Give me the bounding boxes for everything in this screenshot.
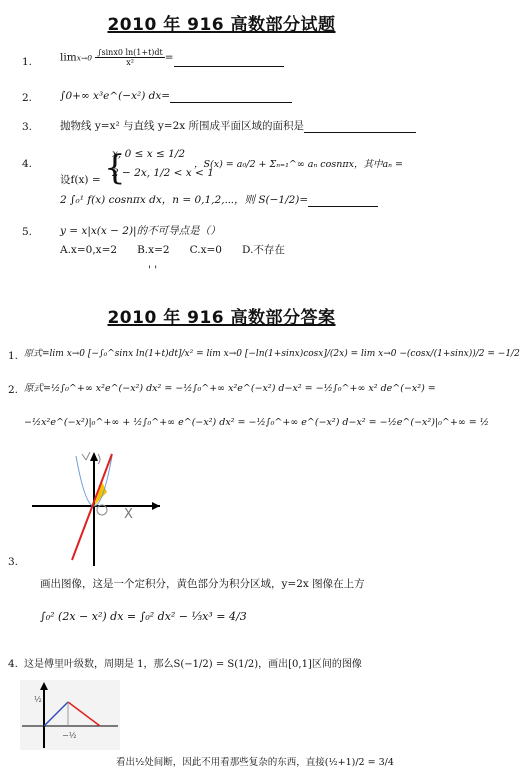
answer3-graph — [28, 448, 163, 568]
q2-text: ∫0+∞ x³e^(−x²) dx= — [60, 90, 292, 103]
problems-title: 2010 年 916 高数部分试题 — [107, 15, 336, 35]
a2-line1: 原式=½∫₀^+∞ x²e^(−x²) dx² = −½∫₀^+∞ x²e^(−x²) d−x² = −½∫₀^+∞ x² de^(−x²) = — [24, 383, 436, 394]
q5-option-d: D.不存在 — [242, 244, 285, 256]
q4-case1: x, 0 ≤ x ≤ 1/2 — [112, 148, 186, 160]
q5-option-c: C.x=0 — [189, 244, 222, 256]
y-arrow-icon — [90, 452, 98, 461]
q5-options — [60, 244, 285, 257]
q4-series: ，S(x) = a₀/2 + Σₙ₌₁^∞ aₙ cosnπx，其中aₙ = — [194, 159, 403, 170]
q3-text: 抛物线 y=x² 与直线 y=2x 所围成平面区域的面积是 — [60, 120, 416, 133]
a2-line2: −½x²e^(−x²)|₀^+∞ + ½∫₀^+∞ e^(−x²) dx² = −½∫₀^+∞ e^(−x²) d−x² = −½e^(−x²)|₀^+∞ = ½ — [24, 417, 489, 428]
q4-case2: 2 − 2x, 1/2 < x < 1 — [112, 167, 214, 179]
x-arrow-icon — [152, 502, 160, 510]
piecewise-brace: { — [103, 148, 126, 188]
q3-number: 3. — [22, 121, 33, 133]
a4-text: 这是傅里叶级数，周期是 1，那么S(−1/2) = S(1/2)，画出[0,1]区间的图像 — [24, 659, 362, 670]
label-half: ½ — [34, 695, 42, 704]
q5-option-a: A.x=0,x=2 — [60, 244, 118, 256]
answer4-graph — [20, 680, 120, 750]
q1-number: 1. — [22, 56, 33, 68]
q4-blank[interactable] — [308, 196, 378, 207]
q3-blank[interactable] — [304, 122, 416, 133]
a1-text: 原式=lim x→0 [−∫₀^sinx ln(1+t)dt]/x² = lim x→0 [−ln(1+sinx)cosx]/(2x) = lim x→0 −(cosx/(1+sinx))/2 = −1/2 — [24, 349, 520, 359]
q2-number: 2. — [22, 92, 33, 104]
sketch-marks — [82, 452, 100, 464]
q5-text: y = x|x(x − 2)|的不可导点是（） — [60, 225, 221, 237]
q4-line1: 设f(x) = { — [60, 148, 126, 188]
label-neg-half: −½ — [62, 731, 77, 740]
answers-title: 2010 年 916 高数部分答案 — [107, 308, 336, 328]
a3-number: 3. — [8, 556, 19, 568]
a3-text: 画出图像，这是一个定积分，黄色部分为积分区域，y=2x 图像在上方 — [40, 578, 365, 590]
q4-line2: 2 ∫₀¹ f(x) cosnπx dx，n = 0,1,2,⋯，则 S(−1/2)= — [60, 194, 378, 207]
a4-tail: 看出½处间断，因此不用看那些复杂的东西，直接(½+1)/2 = 3/4 — [116, 757, 394, 768]
a4-number: 4. — [8, 658, 19, 670]
q5-option-b: B.x=2 — [137, 244, 170, 256]
a1-number: 1. — [8, 350, 19, 362]
q5-number: 5. — [22, 226, 33, 238]
a2-number: 2. — [8, 384, 19, 396]
x-axis-label: X — [124, 507, 133, 522]
a3-formula: ∫₀² (2x − x²) dx = ∫₀² dx² − ⅓x³ = 4/3 — [40, 610, 247, 623]
q4-number: 4. — [22, 158, 33, 170]
q1-text: limx→0 $\frac{\int\sin x0 \ln(1+t)dt}{\text{x²}}$ = — [60, 48, 284, 67]
q2-blank[interactable] — [170, 92, 292, 103]
q1-blank[interactable] — [174, 56, 284, 67]
stray-marks: ' ' — [148, 264, 158, 276]
